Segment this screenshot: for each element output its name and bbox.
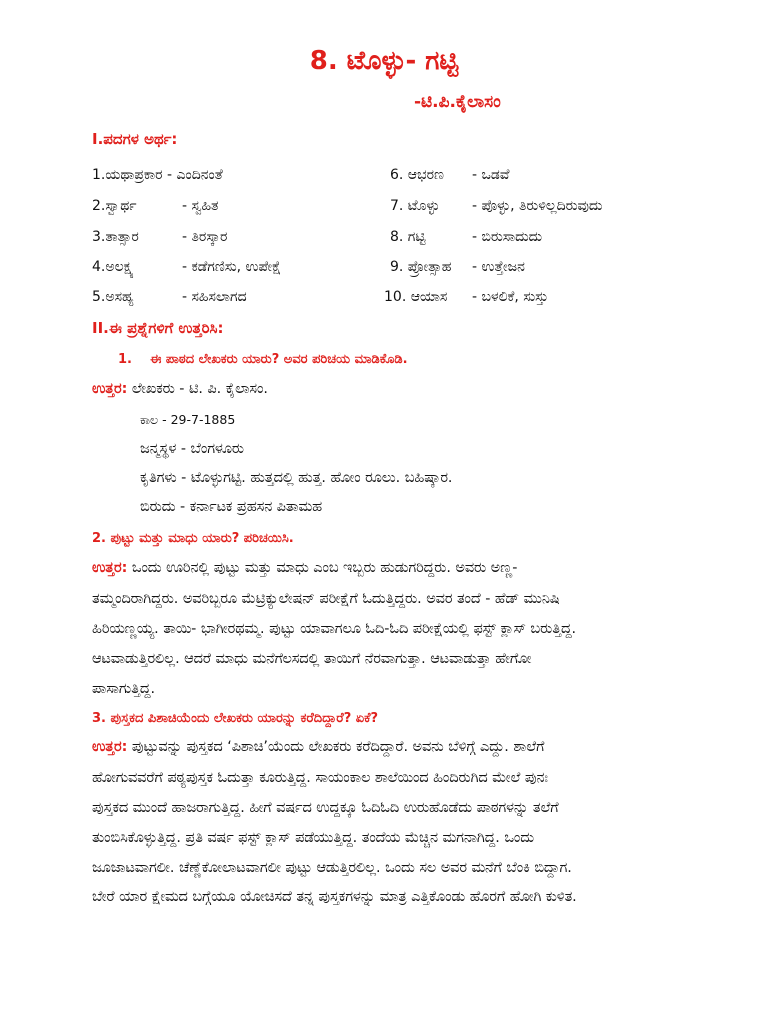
word-item xyxy=(92,289,247,305)
word-term: 1.ಯಥಾಪ್ರಕಾರ xyxy=(92,167,163,183)
word-term: 4.ಅಲಕ್ಷ್ಯ xyxy=(92,259,134,275)
word-meaning: - ಬಿರುಸಾದುದು xyxy=(472,229,543,245)
section-word-meanings-heading: I.ಪದಗಳ ಅರ್ಥ: xyxy=(92,130,178,148)
page-title: 8. ಟೊಳ್ಳು- ಗಟ್ಟಿ xyxy=(309,46,459,76)
answer-label: ಉತ್ತರ: xyxy=(92,739,128,755)
word-term: 10. ಆಯಾಸ xyxy=(384,289,448,305)
answer-label: ಉತ್ತರ: xyxy=(92,381,128,397)
word-item xyxy=(92,259,281,275)
word-term: 6. ಆಭರಣ xyxy=(390,167,444,183)
word-item xyxy=(390,198,602,214)
answer-2-line: ತಮ್ಮಂದಿರಾಗಿದ್ದರು. ಅವರಿಬ್ಬರೂ ಮೆಟ್ರಿಕ್ಯುಲೇಷನ್ ಪರೀಕ್ಷೆಗೆ ಓದುತ್ತಿದ್ದರು. ಅವರ ತಂದೆ - ಹೆಡ್ ಮುನಿಷಿ xyxy=(92,591,560,607)
answer-3-line: ಬೇರೆ ಯಾರ ಕ್ಷೇಮದ ಬಗ್ಗೆಯೂ ಯೋಚಿಸದೆ ತನ್ನ ಪುಸ್ತಕಗಳನ್ನು ಮಾತ್ರ ಎತ್ತಿಕೊಂಡು ಹೊರಗೆ ಹೋಗಿ ಕುಳಿತ. xyxy=(92,889,577,905)
answer-1-first-line xyxy=(92,381,268,397)
word-item xyxy=(390,259,525,275)
word-meaning: - ಒಡವೆ xyxy=(472,167,510,183)
answer-2-line: ಹಿರಿಯಣ್ಣಯ್ಯ. ತಾಯಿ- ಭಾಗೀರಥಮ್ಮ. ಪುಟ್ಟು ಯಾವಾಗಲೂ ಓದಿ-ಓದಿ ಪರೀಕ್ಷೆಯಲ್ಲಿ ಫಸ್ಟ್ ಕ್ಲಾಸ್ ಬರುತ್ತಿದ್ದ. xyxy=(92,621,577,637)
word-meaning: - ಸ್ವಹಿತ xyxy=(182,198,219,214)
answer-3-line: ತುಂಬಿಸಿಕೊಳ್ಳುತ್ತಿದ್ದ. ಪ್ರತಿ ವರ್ಷ ಫಸ್ಟ್ ಕ್ಲಾಸ್ ಪಡೆಯುತ್ತಿದ್ದ. ತಂದೆಯ ಮೆಚ್ಚಿನ ಮಗನಾಗಿದ್ದ. ಒಂದು xyxy=(92,830,535,846)
question-3: 3. ಪುಸ್ತಕದ ಪಿಶಾಚಿಯೆಂದು ಲೇಖಕರು ಯಾರನ್ನು ಕರೆದಿದ್ದಾರೆ? ಏಕೆ? xyxy=(92,711,379,726)
word-term: 9. ಪ್ರೋತ್ಸಾಹ xyxy=(390,259,452,275)
word-meaning: - ತಿರಸ್ಕಾರ xyxy=(182,229,228,245)
answer-2-line: ಪಾಸಾಗುತ್ತಿದ್ದ. xyxy=(92,681,156,697)
author-name: -ಟಿ.ಪಿ.ಕೈಲಾಸಂ xyxy=(414,92,501,112)
word-item xyxy=(92,229,227,245)
answer-line: ಕಾಲ - 29-7-1885 xyxy=(140,412,236,427)
word-meaning: - ಸಹಿಸಲಾಗದ xyxy=(182,289,247,305)
answer-3-line: ಹೋಗುವವರೆಗೆ ಪಠ್ಯಪುಸ್ತಕ ಓದುತ್ತಾ ಕೂರುತ್ತಿದ್ದ. ಸಾಯಂಕಾಲ ಶಾಲೆಯಿಂದ ಹಿಂದಿರುಗಿದ ಮೇಲೆ ಪುನಃ xyxy=(92,770,548,786)
question-text: ಈ ಪಾಠದ ಲೇಖಕರು ಯಾರು? ಅವರ ಪರಿಚಯ ಮಾಡಿಕೊಡಿ. xyxy=(150,352,408,367)
answer-3-line: ಜೂಜಾಟವಾಗಲೀ. ಚೆಣ್ಣೆಕೋಲಾಟವಾಗಲೀ ಪುಟ್ಟು ಆಡುತ್ತಿರಲಿಲ್ಲ. ಒಂದು ಸಲ ಅವರ ಮನೆಗೆ ಬೆಂಕಿ ಬಿದ್ದಾಗ. xyxy=(92,860,572,876)
word-meaning: - ಉತ್ತೇಜನ xyxy=(472,259,525,275)
word-item xyxy=(390,229,542,245)
answer-text: ಲೇಖಕರು - ಟಿ. ಪಿ. ಕೈಲಾಸಂ. xyxy=(131,381,268,397)
word-item xyxy=(390,167,509,183)
answer-line: ಕೃತಿಗಳು - ಟೊಳ್ಳುಗಟ್ಟಿ. ಹುತ್ತದಲ್ಲಿ ಹುತ್ತ. ಹೋಂ ರೂಲು. ಬಹಿಷ್ಕಾರ. xyxy=(140,470,453,486)
word-meaning: - ಕಡೆಗಣಿಸು, ಉಪೇಕ್ಷೆ xyxy=(182,259,282,275)
section-questions-heading: II.ಈ ಪ್ರಶ್ನೆಗಳಿಗೆ ಉತ್ತರಿಸಿ: xyxy=(92,319,224,337)
word-meaning: - ಪೊಳ್ಳು, ತಿರುಳಿಲ್ಲದಿರುವುದು xyxy=(472,198,603,214)
answer-text: ಪುಟ್ಟುವನ್ನು ಪುಸ್ತಕದ ‘ಪಿಶಾಚಿ’ಯೆಂದು ಲೇಖಕರು ಕರೆದಿದ್ದಾರೆ. ಅವನು ಬೆಳಿಗ್ಗೆ ಎದ್ದು. ಶಾಲೆಗೆ xyxy=(131,739,545,755)
answer-2-line xyxy=(92,560,517,576)
answer-line: ಜನ್ಮಸ್ಥಳ - ಬೆಂಗಳೂರು xyxy=(140,441,244,457)
word-term: 2.ಸ್ವಾರ್ಥ xyxy=(92,198,137,214)
word-meaning: - ಬಳಲಿಕೆ, ಸುಸ್ತು xyxy=(472,289,549,305)
question-2: 2. ಪುಟ್ಟು ಮತ್ತು ಮಾಧು ಯಾರು? ಪರಿಚಯಿಸಿ. xyxy=(92,531,294,546)
answer-2-line: ಆಟವಾಡುತ್ತಿರಲಿಲ್ಲ. ಆದರೆ ಮಾಧು ಮನೆಗೆಲಸದಲ್ಲಿ ತಾಯಿಗೆ ನೆರವಾಗುತ್ತಾ. ಆಟವಾಡುತ್ತಾ ಹೇಗೋ xyxy=(92,651,532,667)
answer-line: ಬಿರುದು - ಕರ್ನಾಟಕ ಪ್ರಹಸನ ಪಿತಾಮಹ xyxy=(140,499,322,515)
question-1 xyxy=(118,352,408,367)
answer-label: ಉತ್ತರ: xyxy=(92,560,128,576)
word-term: 5.ಅಸಹ್ಯ xyxy=(92,289,134,305)
question-number: 1. xyxy=(118,352,132,367)
answer-3-line xyxy=(92,739,544,755)
word-item xyxy=(92,198,218,214)
word-term: 7. ಟೊಳ್ಳು xyxy=(390,198,440,214)
word-meaning: - ಎಂದಿನಂತೆ xyxy=(167,167,223,183)
word-term: 3.ತಾತ್ಸಾರ xyxy=(92,229,139,245)
word-item xyxy=(92,167,223,183)
word-item xyxy=(384,289,548,305)
word-term: 8. ಗಟ್ಟಿ xyxy=(390,229,426,245)
answer-text: ಒಂದು ಊರಿನಲ್ಲಿ ಪುಟ್ಟು ಮತ್ತು ಮಾಧು ಎಂಬ ಇಬ್ಬರು ಹುಡುಗರಿದ್ದರು. ಅವರು ಅಣ್ಣ- xyxy=(131,560,518,576)
answer-3-line: ಪುಸ್ತಕದ ಮುಂದೆ ಹಾಜರಾಗುತ್ತಿದ್ದ. ಹೀಗೆ ವರ್ಷದ ಉದ್ದಕ್ಕೂ ಓದಿಓದಿ ಉರುಹೊಡೆದು ಪಾಠಗಳನ್ನು ತಲೆಗೆ xyxy=(92,800,559,816)
